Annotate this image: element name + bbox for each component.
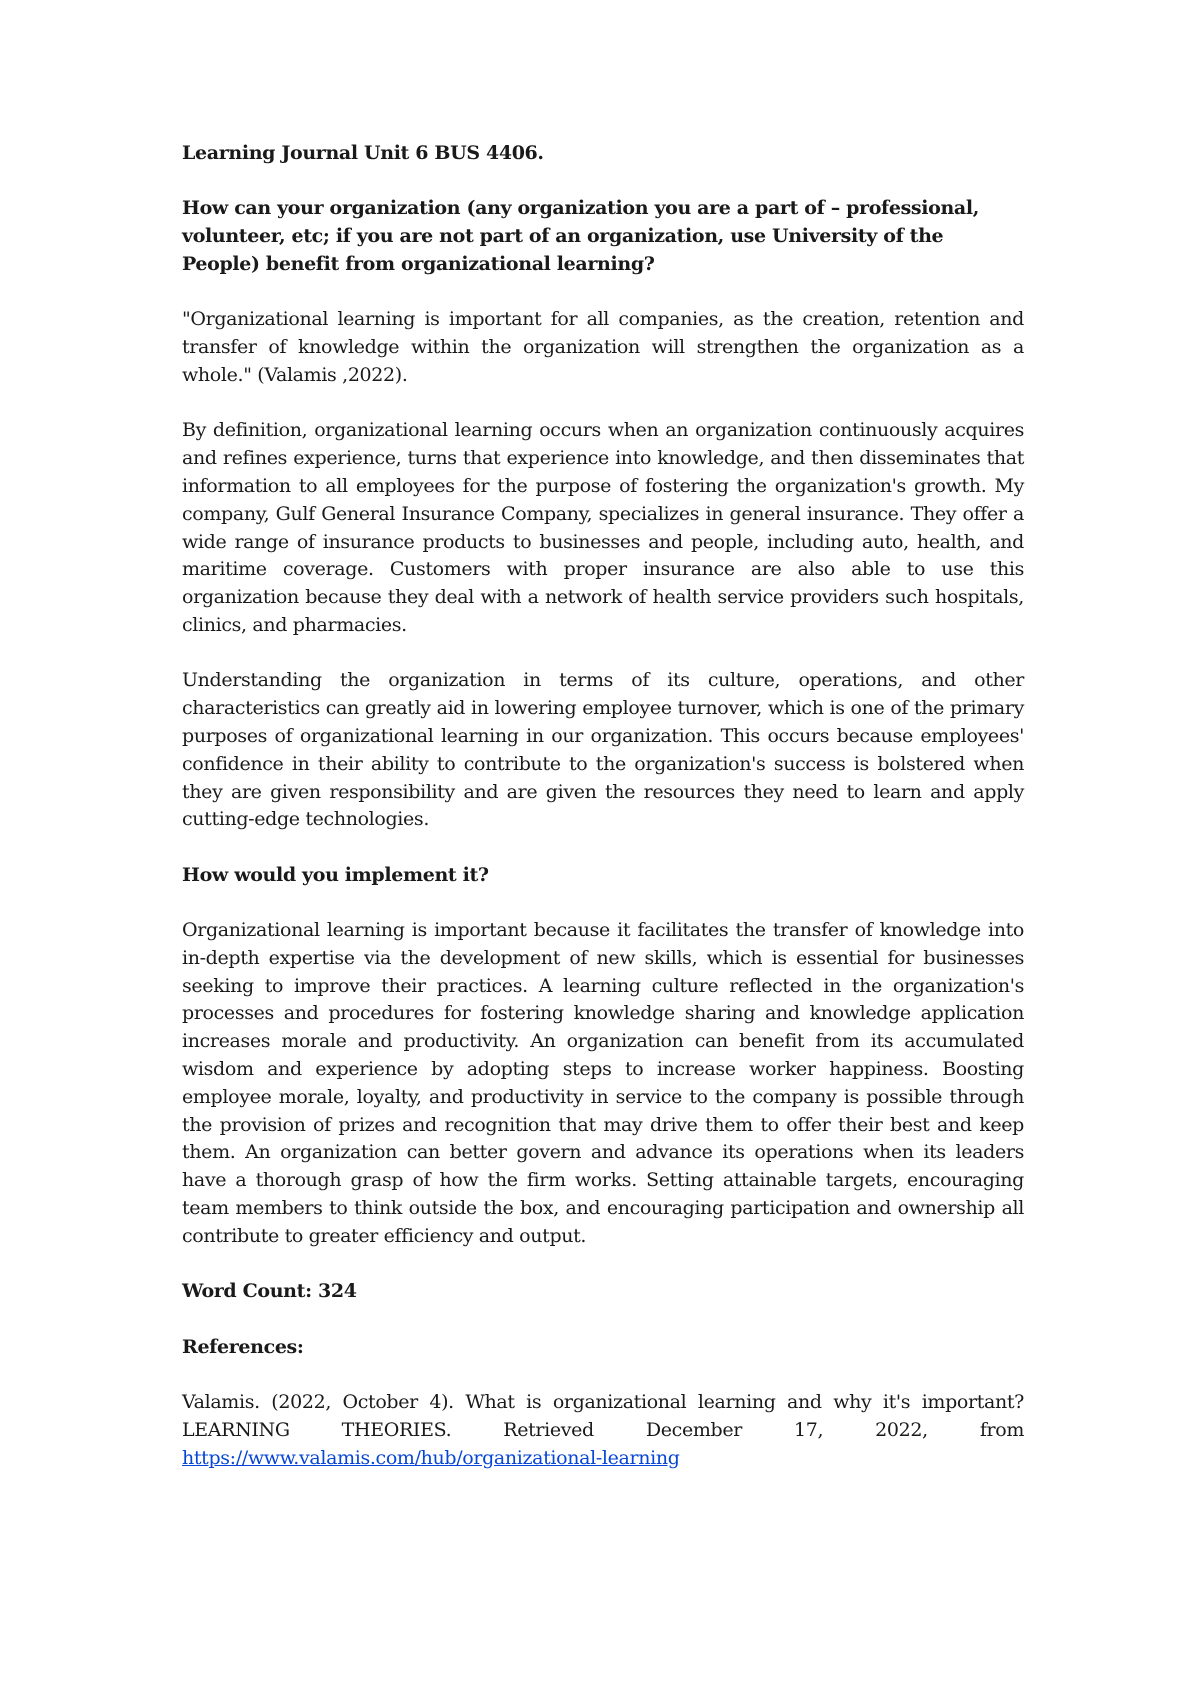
quote-paragraph: "Organizational learning is important for all companies, as the creation, retention and transfer of knowledge within the organization will strengthen the organization as a whole." (Valamis ,2022). (182, 308, 1024, 386)
word-count: Word Count: 324 (182, 1280, 357, 1303)
understanding-paragraph: Understanding the organization in terms of its culture, operations, and other characteristics can greatly aid in lowering employee turnover, which is one of the primary purposes of organizational learning in our organization. This occurs because employees' confidence in their ability to contribute to the organization's success is bolstered when they are given responsibility and are given the resources they need to learn and apply cutting-edge technologies. (182, 669, 1024, 831)
document-title: Learning Journal Unit 6 BUS 4406. (182, 142, 544, 164)
question-heading-implement: How would you implement it? (182, 863, 489, 886)
definition-paragraph: By definition, organizational learning occurs when an organization continuously acquires and refines experience, turns that experience into knowledge, and then disseminates that information to all employees for the purpose of fostering the organization's growth. My company, Gulf General Insurance Company, specializes in general insurance. They offer a wide range of insurance products to businesses and people, including auto, health, and maritime coverage. Customers with proper insurance are also able to use this organization because they deal with a network of health service providers such hospitals, clinics, and pharmacies. (182, 419, 1024, 636)
reference-text: Valamis. (2022, October 4). What is organizational learning and why it's important? LEARNING THEORIES. Retrieved December 17, 2022, from (182, 1391, 1024, 1441)
document-page (182, 140, 1024, 1500)
reference-link[interactable]: https://www.valamis.com/hub/organizational-learning (182, 1446, 680, 1469)
references-heading: References: (182, 1335, 304, 1358)
implementation-paragraph: Organizational learning is important because it facilitates the transfer of knowledge into in-depth expertise via the development of new skills, which is essential for businesses seeking to improve their practices. A learning culture reflected in the organization's processes and procedures for fostering knowledge sharing and knowledge application increases morale and productivity. An organization can benefit from its accumulated wisdom and experience by adopting steps to increase worker happiness. Boosting employee morale, loyalty, and productivity in service to the company is possible through the provision of prizes and recognition that may drive them to offer their best and keep them. An organization can better govern and advance its operations when its leaders have a thorough grasp of how the firm works. Setting attainable targets, encouraging team members to think outside the box, and encouraging participation and ownership all contribute to greater efficiency and output. (182, 919, 1024, 1247)
question-heading-benefit: How can your organization (any organization you are a part of – professional, volunteer, etc; if you are not part of an organization, use University of the People) benefit from organizational learning? (182, 197, 980, 275)
reference-entry (182, 1389, 1024, 1472)
